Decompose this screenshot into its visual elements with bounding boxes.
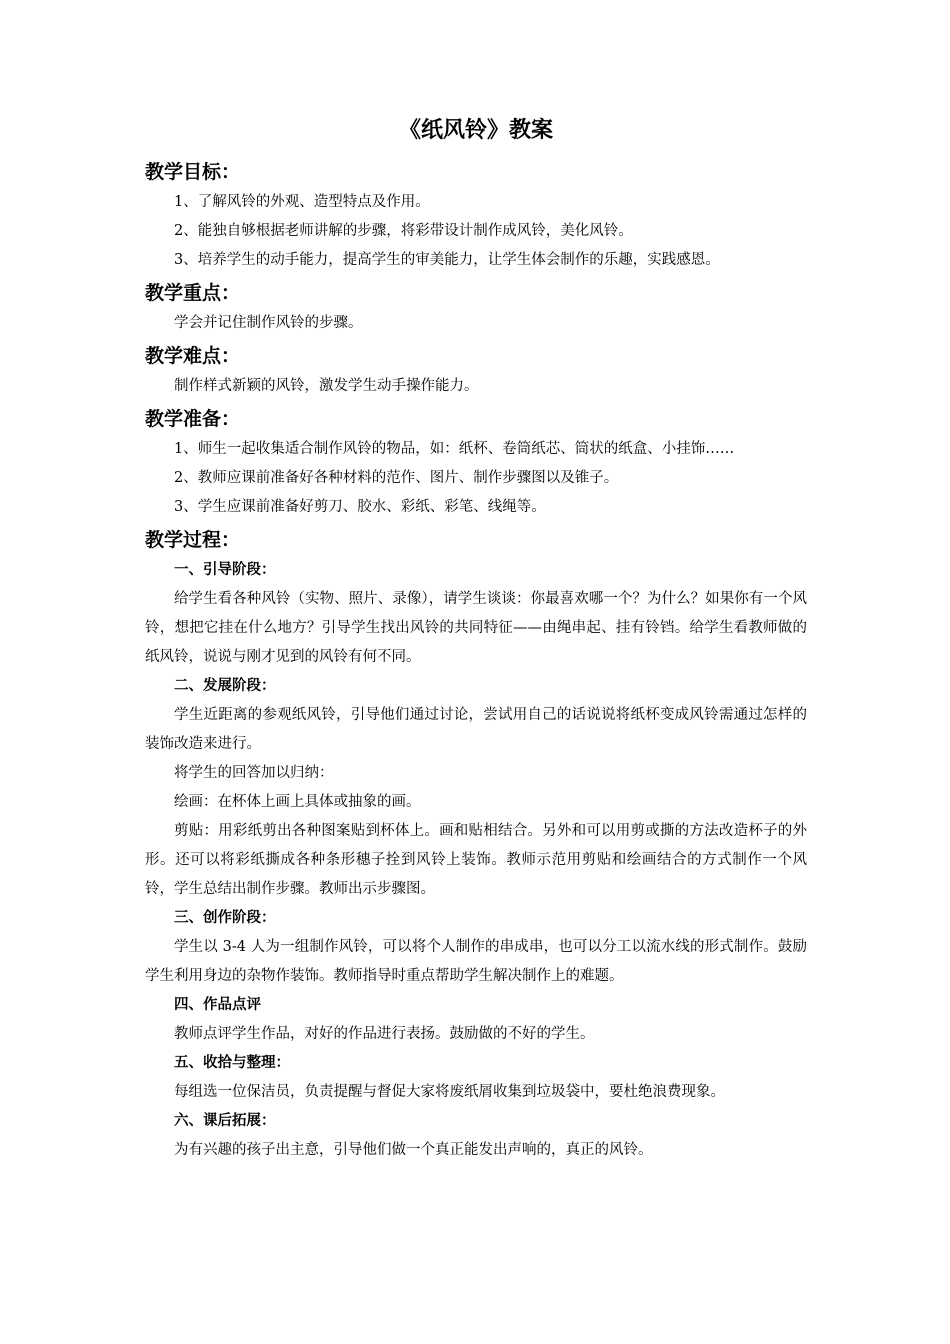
stage-5-title: 五、收拾与整理： [174,1055,290,1071]
preparation-heading: 教学准备： [145,408,241,430]
key-points-text: 学会并记住制作风铃的步骤。 [174,315,363,331]
objective-item-2: 2、能独自够根据老师讲解的步骤，将彩带设计制作成风铃，美化风铃。 [174,223,633,239]
stage-4-text: 教师点评学生作品，对好的作品进行表扬。鼓励做的不好的学生。 [174,1026,595,1042]
preparation-item-2: 2、教师应课前准备好各种材料的范作、图片、制作步骤图以及锥子。 [174,470,619,486]
process-heading: 教学过程： [145,529,241,551]
difficulties-text: 制作样式新颖的风铃，激发学生动手操作能力。 [174,378,479,394]
stage-6-title: 六、课后拓展： [174,1113,276,1129]
stage-1-title: 一、引导阶段： [174,562,276,578]
stage-1-text: 给学生看各种风铃（实物、照片、录像），请学生谈谈：你最喜欢哪一个？为什么？如果你有一个风铃，想把它挂在什么地方？引导学生找出风铃的共同特征——由绳串起、挂有铃铛。给学生看教师做的纸风铃，说说与刚才见到的风铃有何不同。 [145,591,807,665]
stage-3-text: 学生以 3-4 人为一组制作风铃，可以将个人制作的串成串，也可以分工以流水线的形式制作。鼓励学生利用身边的杂物作装饰。教师指导时重点帮助学生解决制作上的难题。 [145,939,807,984]
stage-2-paragraph-2: 将学生的回答加以归纳： [174,765,334,781]
key-points-heading: 教学重点： [145,282,241,304]
stage-2-paragraph-4: 剪贴：用彩纸剪出各种图案贴到杯体上。画和贴相结合。另外和可以用剪或撕的方法改造杯子的外形。还可以将彩纸撕成各种条形穗子拴到风铃上装饰。教师示范用剪贴和绘画结合的方式制作一个风铃，学生总结出制作步骤。教师出示步骤图。 [145,823,807,897]
objective-item-1: 1、了解风铃的外观、造型特点及作用。 [174,194,430,210]
stage-6-text: 为有兴趣的孩子出主意，引导他们做一个真正能发出声响的，真正的风铃。 [174,1142,653,1158]
stage-2-paragraph-3: 绘画：在杯体上画上具体或抽象的画。 [174,794,421,810]
stage-5-text: 每组选一位保洁员，负责提醒与督促大家将废纸屑收集到垃圾袋中，要杜绝浪费现象。 [174,1084,725,1100]
objective-item-3: 3、培养学生的动手能力，提高学生的审美能力，让学生体会制作的乐趣，实践感恩。 [174,252,720,268]
stage-3-title: 三、创作阶段： [174,910,276,926]
preparation-item-3: 3、学生应课前准备好剪刀、胶水、彩纸、彩笔、线绳等。 [174,499,546,515]
stage-2-paragraph-1: 学生近距离的参观纸风铃，引导他们通过讨论，尝试用自己的话说说将纸杯变成风铃需通过怎样的装饰改造来进行。 [145,707,807,752]
document-title: 《纸风铃》教案 [398,118,553,143]
objectives-heading: 教学目标： [145,161,241,183]
preparation-item-1: 1、师生一起收集适合制作风铃的物品，如：纸杯、卷筒纸芯、筒状的纸盒、小挂饰…… [174,441,735,457]
difficulties-heading: 教学难点： [145,345,241,367]
document-page [145,108,807,1165]
stage-4-title: 四、作品点评 [174,997,261,1013]
stage-2-title: 二、发展阶段： [174,678,276,694]
